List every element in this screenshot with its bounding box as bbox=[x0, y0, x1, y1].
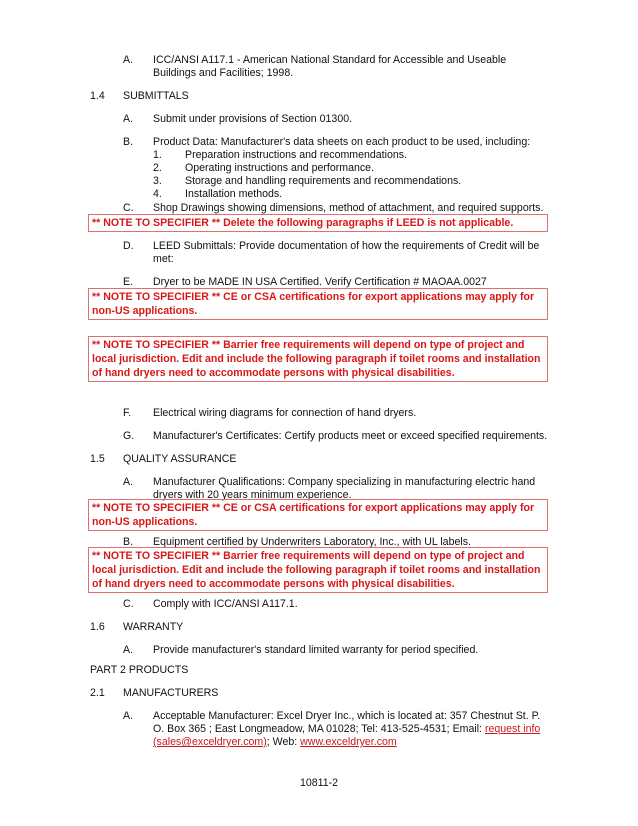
note-text: of hand dryers need to accommodate persons with physical disabilities. bbox=[92, 367, 455, 379]
item-text bbox=[153, 723, 540, 736]
section-number: 1.6 bbox=[90, 621, 105, 633]
page-number: 10811-2 bbox=[299, 777, 339, 789]
item-text: LEED Submittals: Provide documentation of how the requirements of Credit will be bbox=[153, 240, 540, 252]
item-text: Electrical wiring diagrams for connection of hand dryers. bbox=[153, 407, 417, 419]
sub-item-number: 3. bbox=[153, 175, 162, 187]
item-text: ICC/ANSI A117.1 - American National Standard for Accessible and Useable bbox=[153, 54, 507, 66]
sub-item-text: Storage and handling requirements and recommendations. bbox=[185, 175, 462, 187]
section-title: WARRANTY bbox=[123, 621, 184, 633]
item-label: C. bbox=[123, 598, 134, 610]
item-label: B. bbox=[123, 136, 134, 148]
note-text: ** NOTE TO SPECIFIER ** Barrier free requirements will depend on type of project and bbox=[92, 339, 525, 351]
section-number: 2.1 bbox=[90, 687, 105, 699]
item-label: A. bbox=[123, 644, 134, 656]
item-text: Acceptable Manufacturer: Excel Dryer Inc., which is located at: 357 Chestnut St. P. bbox=[153, 710, 541, 722]
item-label: A. bbox=[123, 476, 134, 488]
specifier-note-barrier-free bbox=[88, 547, 548, 593]
specifier-note-ce-csa bbox=[88, 288, 548, 320]
note-text: ** NOTE TO SPECIFIER ** CE or CSA certifications for export applications may apply for bbox=[92, 291, 535, 303]
item-label: A. bbox=[123, 710, 134, 722]
item-label: A. bbox=[123, 54, 134, 66]
item-text: Submit under provisions of Section 01300. bbox=[153, 113, 353, 125]
part-title: PART 2 PRODUCTS bbox=[90, 664, 189, 676]
item-label: B. bbox=[123, 536, 134, 548]
item-label: E. bbox=[123, 276, 134, 288]
item-text: Manufacturer's Certificates: Certify products meet or exceed specified requirements. bbox=[153, 430, 548, 442]
item-label: A. bbox=[123, 113, 134, 125]
section-title: QUALITY ASSURANCE bbox=[123, 453, 237, 465]
note-text: ** NOTE TO SPECIFIER ** Barrier free requirements will depend on type of project and bbox=[92, 550, 525, 562]
note-text: local jurisdiction. Edit and include the following paragraph if toilet rooms and installation bbox=[92, 353, 541, 365]
section-number: 1.5 bbox=[90, 453, 105, 465]
item-text: dryers with 20 years minimum experience. bbox=[153, 489, 352, 501]
section-title: SUBMITTALS bbox=[123, 90, 189, 102]
item-label: F. bbox=[123, 407, 132, 419]
sub-item-text: Preparation instructions and recommendations. bbox=[185, 149, 407, 161]
note-text: non-US applications. bbox=[92, 305, 198, 317]
item-label: G. bbox=[123, 430, 135, 442]
specifier-note-ce-csa bbox=[88, 499, 548, 531]
note-text: ** NOTE TO SPECIFIER ** Delete the following paragraphs if LEED is not applicable. bbox=[92, 217, 514, 229]
sub-item-number: 1. bbox=[153, 149, 162, 161]
note-text: non-US applications. bbox=[92, 516, 198, 528]
item-text: Dryer to be MADE IN USA Certified. Verify Certification # MAOAA.0027 bbox=[153, 276, 487, 288]
item-text: Manufacturer Qualifications: Company specializing in manufacturing electric hand bbox=[153, 476, 536, 488]
item-text: Buildings and Facilities; 1998. bbox=[153, 67, 294, 79]
item-text: Comply with ICC/ANSI A117.1. bbox=[153, 598, 298, 610]
item-label: C. bbox=[123, 202, 134, 214]
note-text: local jurisdiction. Edit and include the following paragraph if toilet rooms and installation bbox=[92, 564, 541, 576]
sub-item-text: Operating instructions and performance. bbox=[185, 162, 375, 174]
website-link[interactable]: www.exceldryer.com bbox=[300, 736, 397, 748]
item-text: met: bbox=[153, 253, 174, 265]
note-text: ** NOTE TO SPECIFIER ** CE or CSA certifications for export applications may apply for bbox=[92, 502, 535, 514]
item-text-part: O. Box 365 ; East Longmeadow, MA 01028; Tel: 413-525-4531; Email: bbox=[153, 723, 485, 735]
specifier-note-barrier-free bbox=[88, 336, 548, 382]
email-request-info-link[interactable]: request info bbox=[484, 723, 541, 735]
sub-item-number: 2. bbox=[153, 162, 162, 174]
specifier-note-leed bbox=[88, 214, 548, 232]
item-text-part: ; Web: bbox=[266, 736, 301, 748]
sub-item-text: Installation methods. bbox=[185, 188, 283, 200]
item-text: Product Data: Manufacturer's data sheets on each product to be used, including: bbox=[153, 136, 531, 148]
item-text: Provide manufacturer's standard limited warranty for period specified. bbox=[153, 644, 479, 656]
note-text: of hand dryers need to accommodate persons with physical disabilities. bbox=[92, 578, 455, 590]
sub-item-number: 4. bbox=[153, 188, 162, 200]
item-text: Shop Drawings showing dimensions, method of attachment, and required supports. bbox=[153, 202, 544, 214]
item-label: D. bbox=[123, 240, 134, 252]
section-title: MANUFACTURERS bbox=[123, 687, 219, 699]
item-text: Equipment certified by Underwriters Laboratory, Inc., with UL labels. bbox=[153, 536, 471, 548]
section-number: 1.4 bbox=[90, 90, 105, 102]
item-text bbox=[153, 736, 397, 749]
email-address-link[interactable]: (sales@exceldryer.com) bbox=[153, 736, 267, 748]
